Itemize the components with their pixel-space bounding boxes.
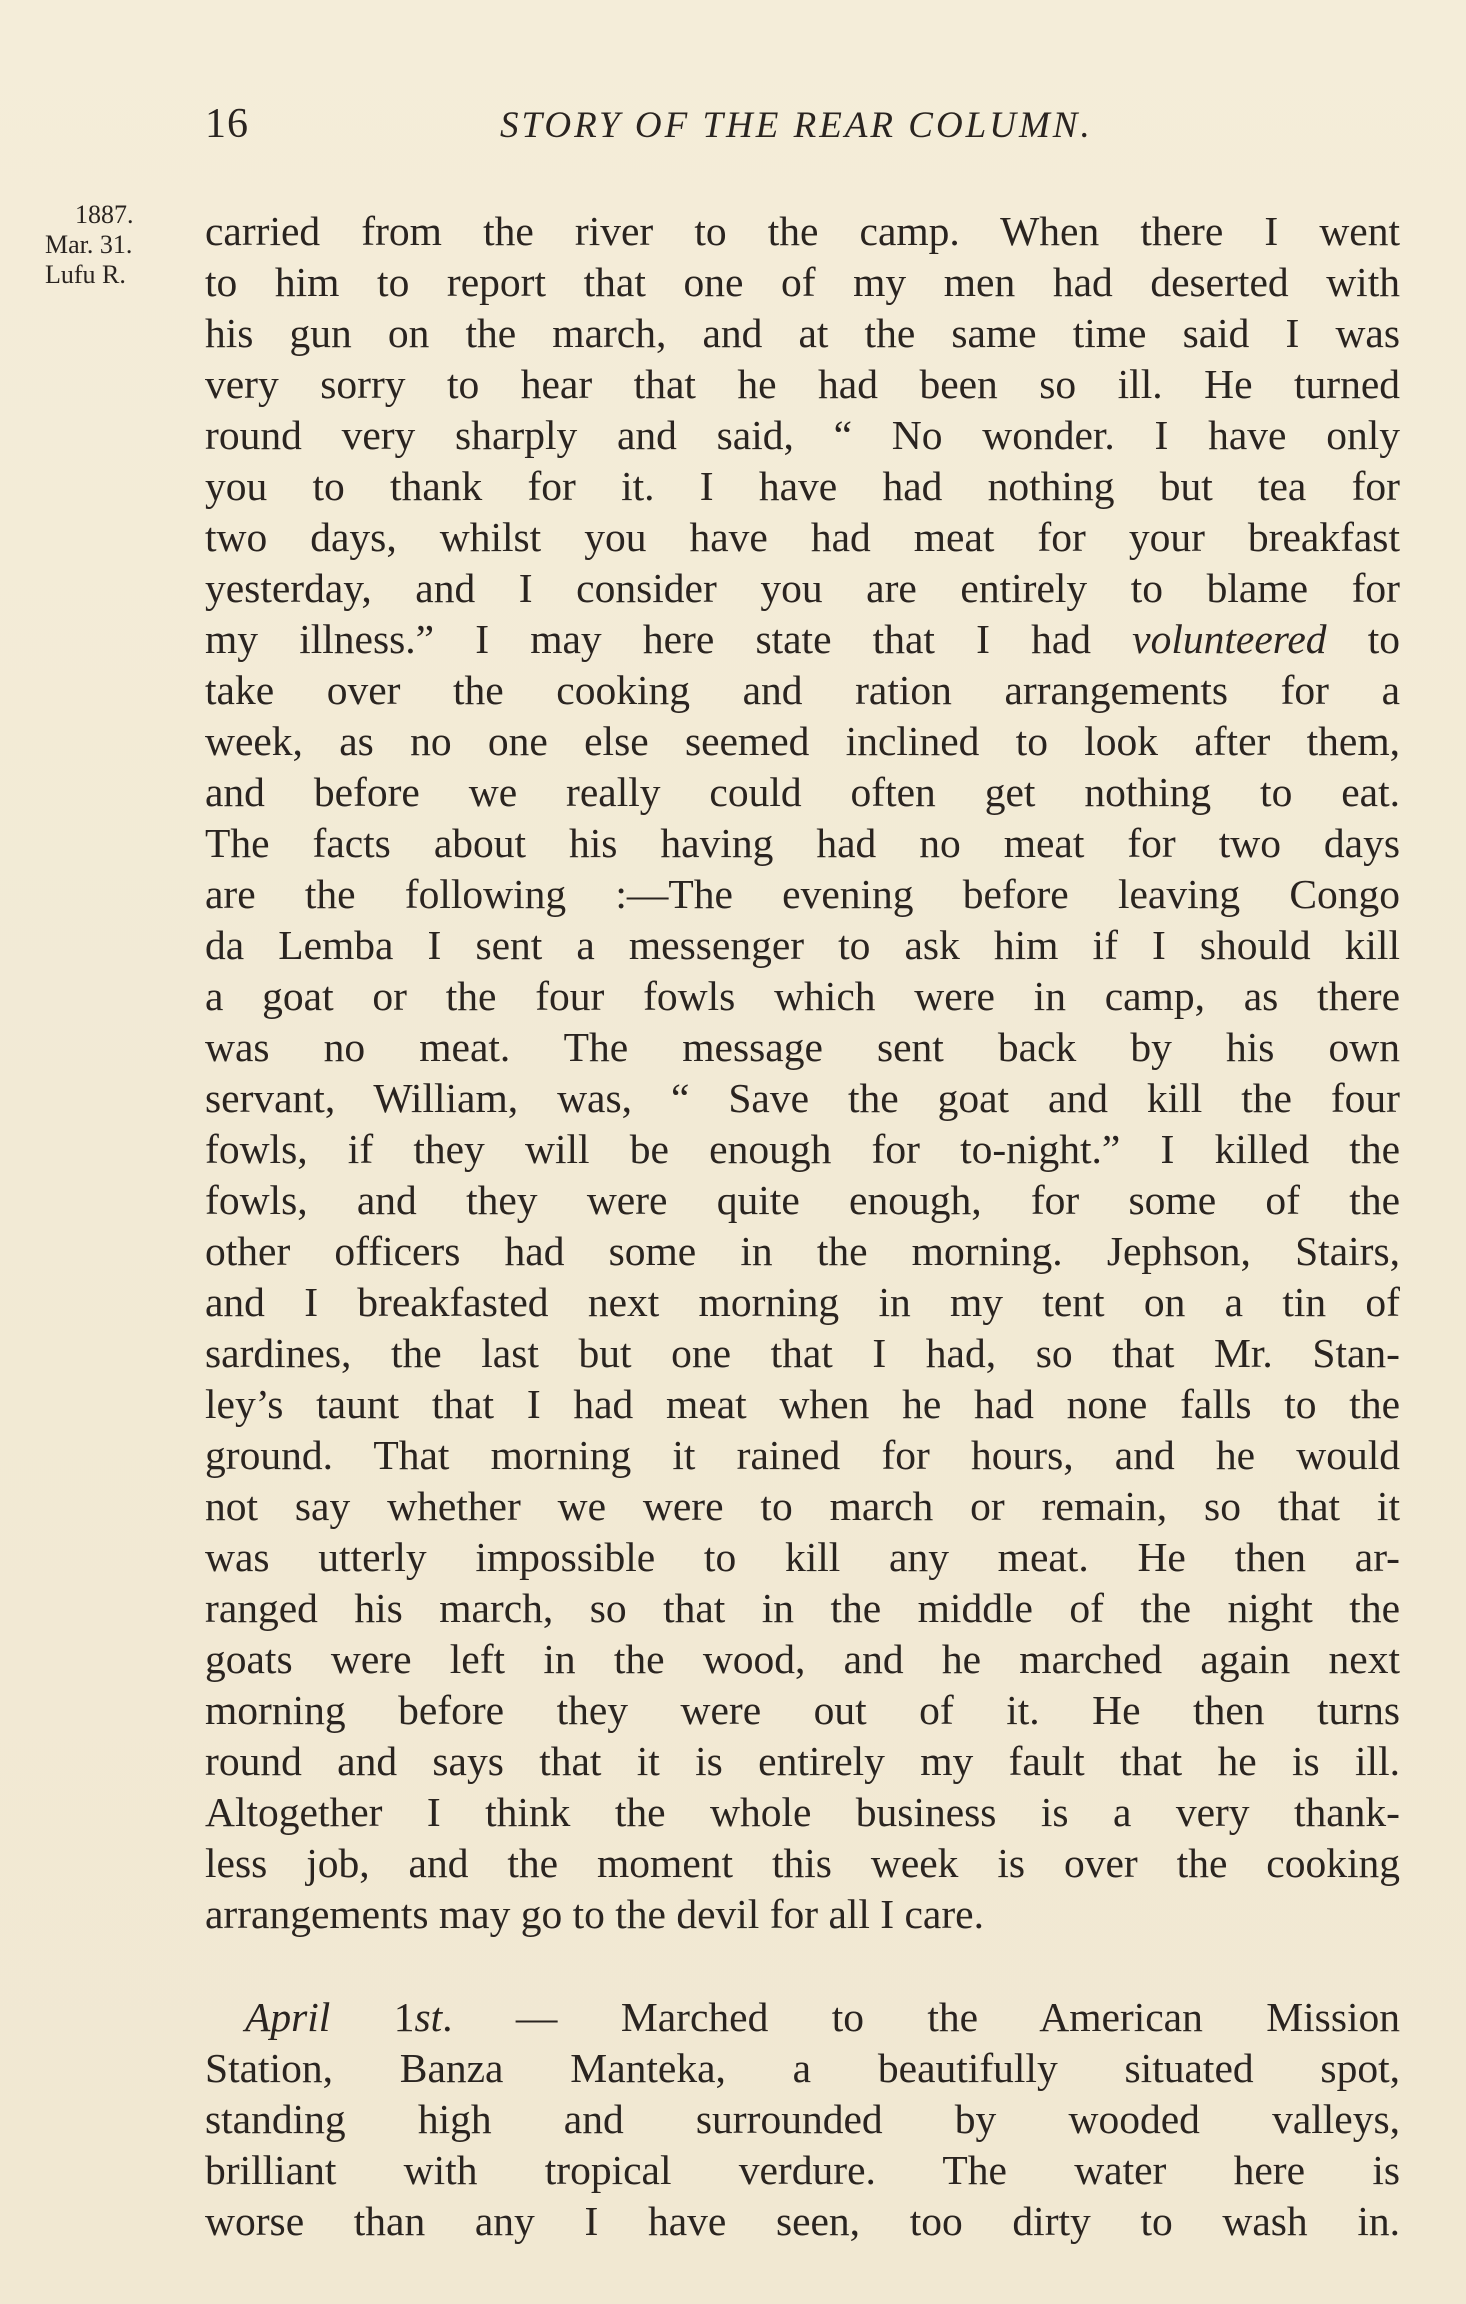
dated-entry-line (205, 1992, 1400, 2043)
text-line: take over the cooking and ration arrangements for a (205, 667, 1400, 713)
text-line: ground. That morning it rained for hours, and he would (205, 1432, 1400, 1478)
text-line: Altogether I think the whole business is a very thank- (205, 1789, 1400, 1835)
text-line: standing high and surrounded by wooded valleys, (205, 2096, 1400, 2142)
margin-note-date: Mar. 31. (45, 230, 133, 259)
text-line: his gun on the march, and at the same time said I was (205, 310, 1400, 356)
text-line: you to thank for it. I have had nothing but tea for (205, 463, 1400, 509)
margin-note-place: Lufu R. (45, 260, 126, 289)
text-line: two days, whilst you have had meat for your breakfast (205, 514, 1400, 560)
text-line: very sorry to hear that he had been so ill. He turned (205, 361, 1400, 407)
text-line: and before we really could often get nothing to eat. (205, 769, 1400, 815)
text-line: goats were left in the wood, and he marched again next (205, 1636, 1400, 1682)
text-line: round and says that it is entirely my fault that he is ill. (205, 1738, 1400, 1784)
text-segment: my illness.” I may here state that I had (205, 616, 1133, 662)
entry-date-suffix: st (414, 1994, 443, 2040)
text-line: ranged his march, so that in the middle of the night the (205, 1585, 1400, 1631)
text-line: brilliant with tropical verdure. The water here is (205, 2147, 1400, 2193)
text-line: da Lemba I sent a messenger to ask him if I should kill (205, 922, 1400, 968)
text-segment: to (1326, 616, 1400, 662)
text-line: The facts about his having had no meat for two days (205, 820, 1400, 866)
text-line: morning before they were out of it. He then turns (205, 1687, 1400, 1733)
text-line: was no meat. The message sent back by his own (205, 1024, 1400, 1070)
text-line: worse than any I have seen, too dirty to wash in. (205, 2198, 1400, 2244)
text-line: week, as no one else seemed inclined to look after them, (205, 718, 1400, 764)
text-line: ley’s taunt that I had meat when he had none falls to the (205, 1381, 1400, 1427)
text-line: carried from the river to the camp. When there I went (205, 208, 1400, 254)
paragraph-2 (205, 1992, 1400, 2247)
page-number: 16 (205, 101, 249, 147)
text-line: round very sharply and said, “ No wonder. I have only (205, 412, 1400, 458)
text-line: was utterly impossible to kill any meat. He then ar- (205, 1534, 1400, 1580)
text-line: not say whether we were to march or remain, so that it (205, 1483, 1400, 1529)
running-head: STORY OF THE REAR COLUMN. (500, 105, 1093, 146)
margin-note-year: 1887. (75, 200, 134, 229)
italic-emphasis: volunteered (1132, 616, 1327, 662)
entry-date-day: 1 (330, 1994, 415, 2040)
text-line: servant, William, was, “ Save the goat and kill the four (205, 1075, 1400, 1121)
paragraph-1 (205, 206, 1400, 1940)
text-line: are the following :—The evening before leaving Congo (205, 871, 1400, 917)
text-line: fowls, and they were quite enough, for some of the (205, 1177, 1400, 1223)
body-text (205, 206, 1400, 2247)
text-line: fowls, if they will be enough for to-night.” I killed the (205, 1126, 1400, 1172)
margin-note (45, 200, 185, 290)
text-line: sardines, the last but one that I had, so that Mr. Stan- (205, 1330, 1400, 1376)
entry-date-month: April (245, 1994, 331, 2040)
text-line-with-italic (205, 614, 1400, 665)
text-line: arrangements may go to the devil for all I care. (205, 1891, 984, 1937)
text-line: yesterday, and I consider you are entirely to blame for (205, 565, 1400, 611)
text-line: a goat or the four fowls which were in camp, as there (205, 973, 1400, 1019)
text-line: other officers had some in the morning. Jephson, Stairs, (205, 1228, 1400, 1274)
text-line: Station, Banza Manteka, a beautifully situated spot, (205, 2045, 1400, 2091)
text-line: and I breakfasted next morning in my tent on a tin of (205, 1279, 1400, 1325)
text-line: less job, and the moment this week is over the cooking (205, 1840, 1400, 1886)
paragraph-gap (205, 1940, 1400, 1992)
text-line: to him to report that one of my men had deserted with (205, 259, 1400, 305)
text-segment: . — Marched to the American Mission (442, 1994, 1400, 2040)
page-header (205, 100, 1205, 160)
